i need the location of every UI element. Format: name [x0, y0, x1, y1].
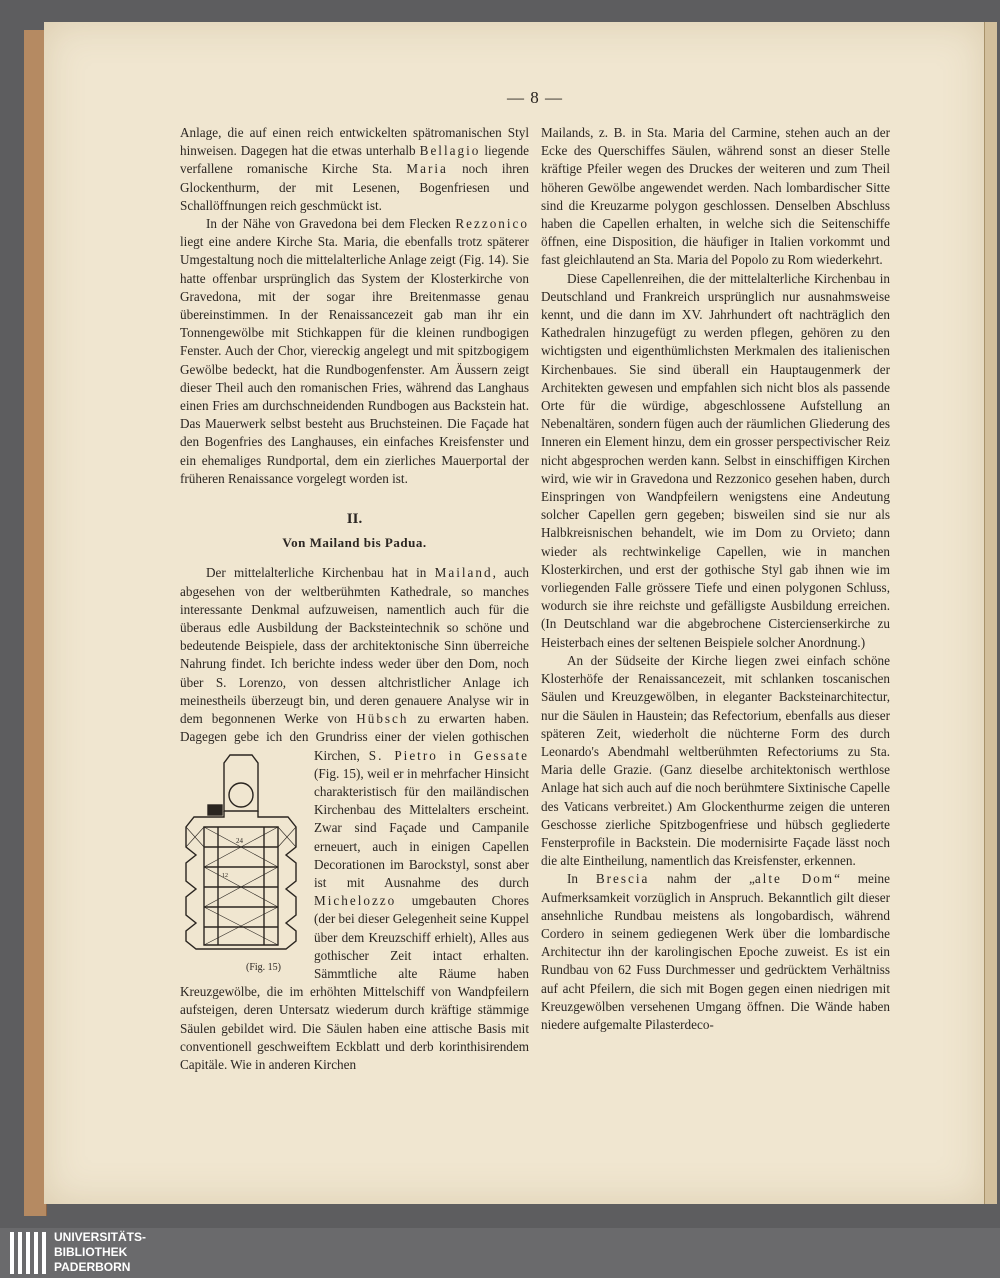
section-number: II.: [346, 511, 363, 528]
library-footer: [0, 1228, 1000, 1278]
paragraph: In der Nähe von Gravedona bei dem Flecken Rezzonico liegt eine andere Kirche Sta. Maria, die ebenfalls trotz späterer Umgestaltung noch die mittelalterliche Anlage zeigt (Fig. 14). Sie hatte offenbar ursprünglich das System der Klosterkirche von Gravedona, mit der sogar ihre Breitenmasse genau übereinstimmen. In der Renaissancezeit gab man ihr ein Tonnengewölbe mit Stichkappen für die kleinen rundbogigen Fenster. Auch der Chor, viereckig angelegt und mit spitzbogigem Gewölbe bedeckt, hat die Rundbogenfenster. Am Äussern zeigt dieser Theil auch den romanischen Fries, während das Langhaus einen Fries am durchschneidenden Rundbogen aus Backstein hat. Das Mauerwerk selbst besteht aus Bruchsteinen. Die Façade hat den Bogenfries des Langhauses, ein einfaches Kreisfenster und ein ehemaliges Rundportal, dem ein zierliches Mauerportal der früheren Renaissance vorgelegt worden ist.: [180, 216, 529, 486]
page-number: — 8 —: [507, 88, 563, 107]
right-column: [541, 124, 890, 1034]
paragraph: Diese Capellenreihen, die der mittelalterliche Kirchenbau in Deutschland und Frankreich ursprünglich nur ausnahmsweise kennt, und die dann im XV. Jahrhundert oft nachträglich den Kathedralen hinzugefügt zu werden pflegen, gehören zu den wichtigsten und eigenthümlichsten Merkmalen des italienischen Kirchenbaues. Sie sind überall ein Hauptaugenmerk der Architekten gewesen und empfahlen sich nicht blos als passende Orte für die würdige, abgeschlossene Aufstellung an Nebenaltären, sondern fügen auch der räumlichen Gliederung des Inneren ein Element hinzu, dem ein grosser perspectivischer Reiz nicht abgesprochen werden kann. Selbst in einschiffigen Kirchen wird, wie wir in Gravedona und Rezzonico gesehen haben, durch Einspringen von Wandpfeilern wenigstens eine Andeutung solcher Capellen gern gegeben; bisweilen sind sie nur als Halbkreisnischen behandelt, wie im Dom zu Orvieto; dann wieder als rechtwinkelige Capellen, wie in manchen Klosterkirchen, und erst der gothische Styl gab ihnen wie im vorliegenden Falle grössere Tiefe und einen polygonen Schluss, wodurch sie ihre reichste und gefälligste Ausbildung erreichen. (In Deutschland war die abgebrochene Cistercienserkirche zu Heisterbach eines der seltenen Beispiele solcher Anordnung.): [541, 270, 890, 650]
library-logo-icon: [8, 1230, 48, 1276]
paragraph: An der Südseite der Kirche liegen zwei einfach schöne Klosterhöfe der Renaissancezeit, mit schlanken toscanischen Säulen und Kreuzgewölben, in eleganter Backsteinarchitectur, nur die Säulen in Haustein; das Refectorium, ebenfalls aus dieser späteren Zeit, wiederholt die nüchterne Form des durch Leonardo's Abendmahl weltberühmten Refectoriums zu Sta. Maria delle Grazie. (Ganz dieselbe architektonisch werthlose Anlage hat sich auch auf die noch berühmtere Sixtinische Capelle des Vaticans verbreitet.) Am Glockenthurme zeigen die unteren Geschosse zierliche Spitzbogenfriese und hübsch gegliederte Fensterprofile in Backstein. Die modernisirte Façade lässt noch die alte Eintheilung, namentlich das Kreisfenster, erkennen.: [541, 652, 890, 869]
page-edge: [984, 22, 997, 1204]
left-column: [180, 124, 529, 1074]
paragraph: In Brescia nahm der „alte Dom“ meine Aufmerksamkeit vorzüglich in Anspruch. Bekanntlich gilt dieser ansehnliche Rundbau meistens als longobardisch, während Cordero in seinem gediegenen Werk über die lombardische Architectur ihn der karolingischen Epoche zuweist. Es ist ein Rundbau von 62 Fuss Durchmesser und gedrücktem Verhältniss auf acht Pfeilern, die sich mit Bogen gegen einen niedrigen mit Kreuzgewölben versehenen Umgang öffnen. Die Wände haben niedere aufgemalte Pilasterdeco-: [541, 871, 890, 1032]
floor-plan-figure: [180, 751, 308, 981]
paragraph: Mailands, z. B. in Sta. Maria del Carmine, stehen auch an der Ecke des Querschiffes Säulen, während sonst an dieser Stelle kräftige Pfeiler wegen des Druckes der weiteren und zum Theil höheren Gewölbe angewendet werden. Nach lombardischer Sitte sind die Kreuzarme polygon geschlossen. Denselben Abschluss haben die Capellen erhalten, in welche sich die Seitenschiffe öffnen, eine Disposition, die häufiger in Italien vorkommt und fast gleichlautend an Sta. Maria del Popolo zu Rom wiederkehrt.: [541, 125, 890, 268]
figure-caption: (Fig. 15): [246, 961, 281, 973]
plan-label: 12: [222, 872, 228, 879]
floor-plan-drawing: [182, 751, 300, 955]
section-title: Von Mailand bis Padua.: [282, 535, 427, 551]
plan-label: 24: [236, 836, 243, 845]
library-name: UNIVERSITÄTS- BIBLIOTHEK PADERBORN: [54, 1230, 147, 1274]
paragraph: Der mittelalterliche Kirchenbau hat in Mailand, auch abgesehen von der weltberühmten Kathedrale, so manches interessante Denkmal aufzuweisen, namentlich auch für die überaus edle Ausbildung der Backsteintechnik so schöne und bedeutende Beispiele, dass der architektonische Sinn überreiche Nahrung findet. Ich berichte indess weder über den Dom, noch über S. Lorenzo, von dessen altchristlicher Anlage ich meinestheils überzeugt bin, und deren genauere Analyse wir in dem begonnenen Werke von Hübsch zu erwarten haben. Dagegen gebe ich den Grundriss einer der vielen gothischen Kirchen, S. Pietro in Gessate 24 12 (Fig. 15) (Fig. 15), weil er in mehrfacher Hinsicht charakteristisch für den mailändischen Kirchenbau des Mittelalters erscheint. Zwar sind Façade und Campanile erneuert, auch in einigen Capellen Decorationen im Barockstyl, sonst aber ist mit Ausnahme des durch Michelozzo umgebauten Chores (der bei dieser Gelegenheit seine Kuppel über dem Kreuzschiff erhielt), Alles aus gothischer Zeit intact erhalten. Sämmtliche alte Räume haben Kreuzgewölbe, die im erhöhten Mittelschiff von Wandpfeilern aufsteigen, deren Untersatz wiederum durch kräftige stämmige Säulen gebildet wird. Die Säulen haben eine attische Basis mit conventionell geschweiftem Eckblatt und derb korinthisirendem Capitäle. Wie in anderen Kirchen: [180, 565, 529, 1072]
paragraph: Anlage, die auf einen reich entwickelten spätromanischen Styl hinweisen. Dagegen hat die etwas unterhalb Bellagio liegende verfallene romanische Kirche Sta. Maria noch ihren Glockenthurm, der mit Lesenen, Bogenfriesen und Schallöffnungen reich geschmückt ist.: [180, 125, 530, 213]
